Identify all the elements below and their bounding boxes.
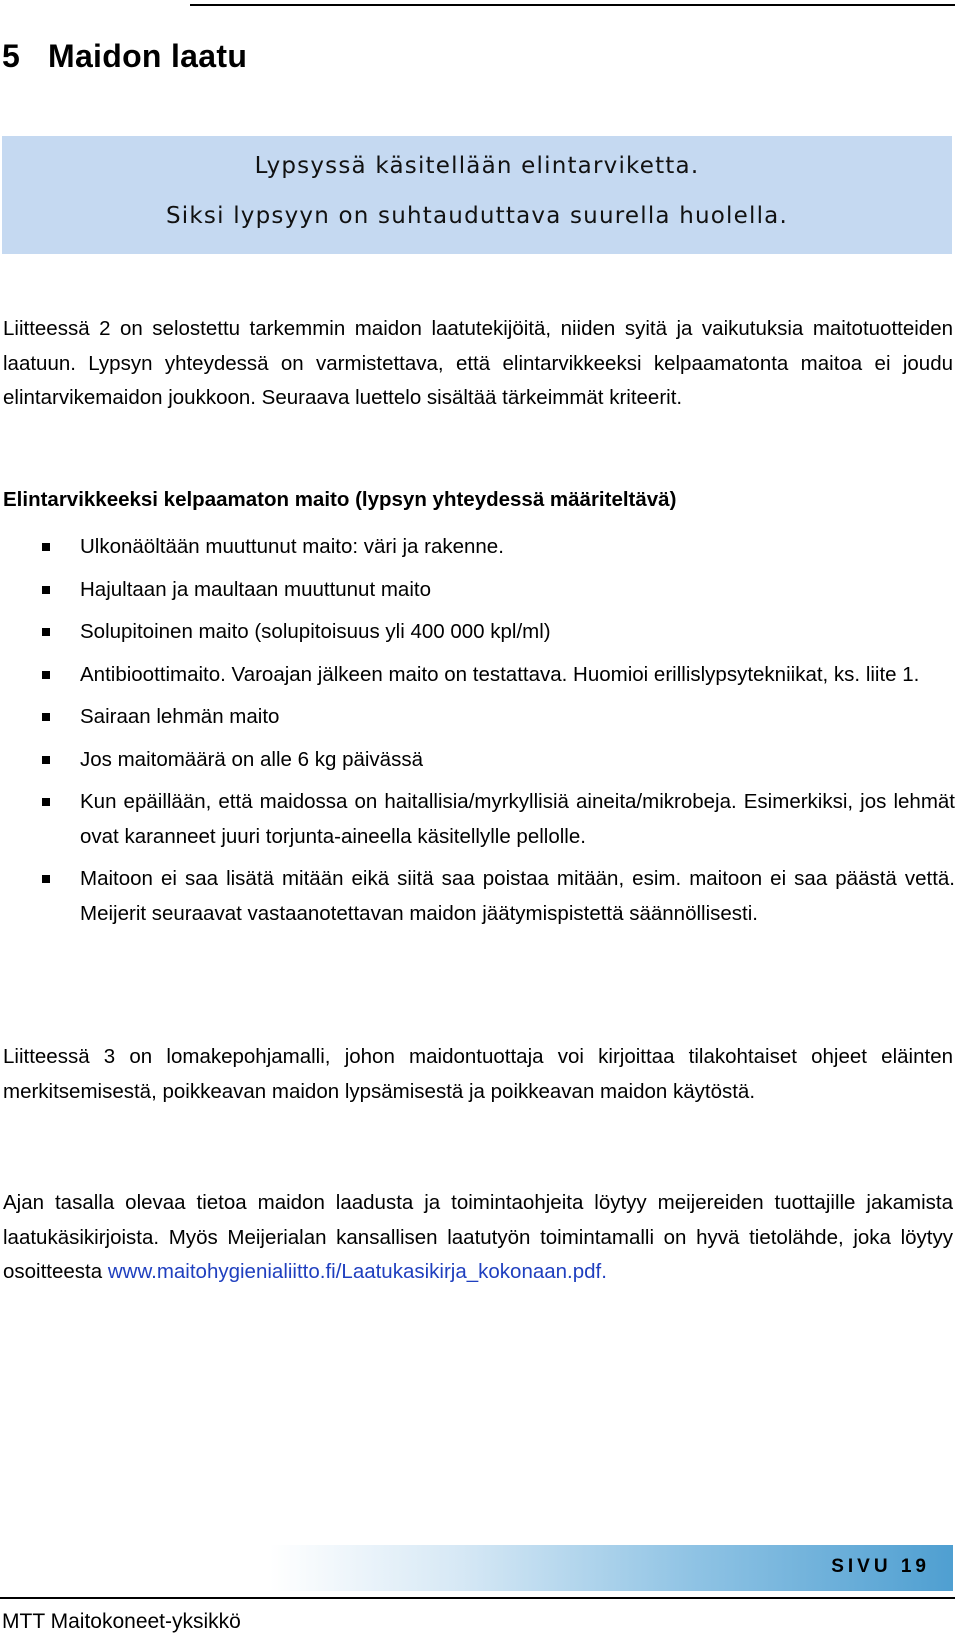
list-item-text: Ulkonäöltään muuttunut maito: väri ja rakenne. [80,535,504,558]
list-item-text: Jos maitomäärä on alle 6 kg päivässä [80,747,423,771]
resources-text: Ajan tasalla olevaa tietoa maidon laadusta ja toimintaohjeita löytyy meijereiden tuottajille jakamista laatukäsikirjoista. Myös Meijerialan kansallisen laatutyön toimintamalli on hyvä tietolähde, joka löytyy osoitteesta [3,1191,953,1283]
section-title: Maidon laatu [48,38,248,74]
list-item-text: Sairaan lehmän maito [80,705,280,728]
criteria-list [0,530,955,939]
top-rule [190,4,955,6]
bullet-square-icon [42,628,50,636]
callout-box [2,136,952,254]
section-number: 5 [2,38,21,74]
list-item-text: Kun epäillään, että maidossa on haitallisia/myrkyllisiä aineita/mikrobeja. Esimerkiksi, jos lehmät ovat karanneet juuri torjunta-aineella käsitellylle pellolle. [80,790,955,848]
list-item [0,615,955,650]
callout-line-2: Siksi lypsyyn on suhtauduttava suurella huolella. [166,203,788,229]
quality-manual-link[interactable]: www.maitohygienialiitto.fi/Laatukasikirja_kokonaan.pdf. [107,1260,607,1283]
list-item [0,785,955,854]
form-template-paragraph: Liitteessä 3 on lomakepohjamalli, johon maidontuottaja voi kirjoittaa tilakohtaiset ohjeet eläinten merkitsemisestä, poikkeavan maidon lypsämisestä ja poikkeavan maidon käytöstä. [3,1045,953,1103]
resources-paragraph [3,1186,953,1290]
footer-rule [0,1597,955,1599]
bullet-square-icon [42,875,50,883]
list-item-text: Antibioottimaito. Varoajan jälkeen maito on testattava. Huomioi erillislypsytekniikat, ks. liite 1. [80,662,920,686]
bullet-square-icon [42,671,50,679]
callout-line-1: Lypsyssä käsitellään elintarviketta. [254,153,700,179]
list-item [0,658,955,693]
list-item [0,700,955,735]
list-item [0,743,955,778]
list-item [0,862,955,931]
section-heading [2,38,247,75]
bullet-square-icon [42,798,50,806]
list-item-text: Solupitoinen maito (solupitoisuus yli 400 000 kpl/ml) [80,620,551,643]
intro-paragraph: Liitteessä 2 on selostettu tarkemmin maidon laatutekijöitä, niiden syitä ja vaikutuksia maitotuotteiden laatuun. Lypsyn yhteydessä on varmistettava, että elintarvikkeeksi kelpaamatonta maitoa ei joudu elintarvikemaidon joukkoon. Seuraava luettelo sisältää tärkeimmät kriteerit. [3,317,953,409]
bullet-square-icon [42,756,50,764]
list-heading: Elintarvikkeeksi kelpaamaton maito (lypsyn yhteydessä määriteltävä) [3,488,677,511]
list-item [0,573,955,608]
bullet-square-icon [42,713,50,721]
page-number: SIVU 19 [831,1556,930,1577]
bullet-square-icon [42,586,50,594]
list-item [0,530,955,565]
list-item-text: Hajultaan ja maultaan muuttunut maito [80,577,431,601]
bullet-square-icon [42,543,50,551]
list-item-text: Maitoon ei saa lisätä mitään eikä siitä saa poistaa mitään, esim. maitoon ei saa päästä vettä. Meijerit seuraavat vastaanotettavan maidon jäätymispistettä säännöllisesti. [80,867,955,925]
footer-organization: MTT Maitokoneet-yksikkö [2,1610,241,1633]
